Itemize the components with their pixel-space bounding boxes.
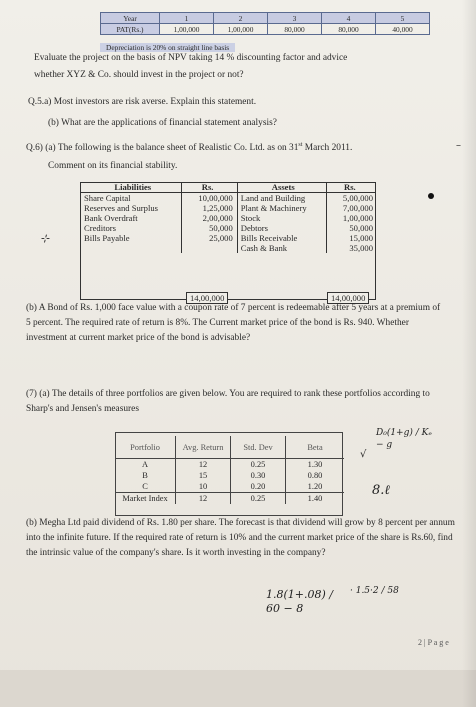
beta: 0.80: [286, 470, 345, 481]
table-row: [80, 203, 376, 213]
margin-mark: ⊹: [40, 232, 50, 245]
portfolio-name: Market Index: [115, 493, 176, 505]
ink-dot: [428, 193, 434, 199]
question-7b: (b) Megha Ltd paid dividend of Rs. 1.80 per share. The forecast is that dividend will grow by 8 percent per annum into the infinite future. If the required rate of return is 10% and the current market price of the share is Rs.60, find the intrinsic value of the company's share. Is it worth investing in the company?: [26, 518, 455, 559]
table-row: [115, 459, 344, 471]
liability-amount: 1,25,000: [182, 203, 237, 213]
year-cell: 2: [214, 13, 268, 24]
question-6b: (b) A Bond of Rs. 1,000 face value with a coupon rate of 7 percent is redeemable after 5 years at a premium of 5 percent. The required rate of return is 8%. The Current market price of the bond is Rs. 940. Whether investment at current market price of the bond is advisable?: [26, 303, 441, 344]
depreciation-note: Depreciation is 20% on straight line basis: [100, 43, 235, 52]
handwritten-formula-bottom-2: · 1.5·2 / 58: [350, 586, 399, 596]
portfolio-name: B: [142, 471, 148, 480]
liability-amount: 2,00,000: [182, 213, 237, 223]
handwritten-check: √: [360, 449, 367, 460]
year-cell: 3: [268, 13, 322, 24]
portfolio-name: A: [141, 460, 149, 469]
beta: 1.30: [286, 459, 345, 471]
evaluate-text-1: Evaluate the project on the basis of NPV taking 14 % discounting factor and advice: [34, 53, 348, 63]
pat-cell: 40,000: [376, 24, 430, 35]
asset-name: Plant & Machinery: [237, 203, 326, 213]
question-6a-line2: Comment on its financial stability.: [48, 161, 178, 171]
std-dev: 0.25: [231, 459, 286, 471]
table-row: [80, 243, 376, 253]
asset-amount: 50,000: [326, 223, 376, 233]
liability-amount: 10,00,000: [182, 193, 237, 204]
asset-amount: 1,00,000: [326, 213, 376, 223]
pat-cell: 80,000: [322, 24, 376, 35]
handwritten-formula-right: D₀(1+g) / Kₑ − g: [376, 428, 432, 450]
portfolio-header: [115, 436, 344, 459]
avg-return-header: Avg. Return: [176, 436, 231, 459]
page-edge-shadow: [462, 0, 476, 707]
asset-amount: 5,00,000: [326, 193, 376, 204]
beta-header: Beta: [286, 436, 345, 459]
evaluate-text-2: whether XYZ & Co. should invest in the project or not?: [34, 70, 244, 80]
asset-amount: 35,000: [326, 243, 376, 253]
asset-name: Land and Building: [237, 193, 326, 204]
std-dev: 0.20: [231, 481, 286, 493]
table-row: [115, 481, 344, 493]
year-cell: 1: [160, 13, 214, 24]
avg-return: 10: [176, 481, 231, 493]
pat-label: PAT(Rs.): [101, 24, 160, 35]
handwritten-scribble: 8.ℓ: [372, 483, 390, 498]
table-row: [80, 223, 376, 233]
liability-name: [80, 243, 182, 253]
year-row: [101, 13, 430, 24]
page-bottom-edge: [0, 670, 476, 707]
pat-row: [101, 24, 430, 35]
assets-header: Assets: [237, 182, 326, 193]
total-assets: 14,00,000: [327, 292, 369, 304]
question-6a-text-end: March 2011.: [302, 143, 353, 154]
question-6a-line1: [26, 141, 352, 155]
std-dev: 0.30: [231, 470, 286, 481]
asset-name: Cash & Bank: [237, 243, 326, 253]
rs-header: Rs.: [182, 182, 237, 193]
asset-amount: 7,00,000: [326, 203, 376, 213]
avg-return: 12: [176, 493, 231, 505]
liability-name: Creditors: [84, 223, 116, 233]
handwritten-formula-bottom: 1.8(1+.08) / 60 − 8: [266, 588, 333, 616]
margin-dash: –: [456, 140, 461, 151]
avg-return: 12: [176, 459, 231, 471]
balance-sheet-header: [80, 182, 376, 193]
liability-name: Bank Overdraft: [84, 213, 138, 223]
question-5a: Q.5.a) Most investors are risk averse. Explain this statement.: [28, 97, 257, 107]
liability-name: Reserves and Surplus: [84, 203, 158, 213]
pat-cell: 1,00,000: [214, 24, 268, 35]
pat-cell: 80,000: [268, 24, 322, 35]
asset-name: Debtors: [237, 223, 326, 233]
liability-name: Share Capital: [84, 193, 131, 203]
avg-return: 15: [176, 470, 231, 481]
table-row: [80, 233, 376, 243]
pat-cell: 1,00,000: [160, 24, 214, 35]
asset-name: Bills Receivable: [237, 233, 326, 243]
beta: 1.40: [286, 493, 345, 505]
liabilities-header: Liabilities: [80, 182, 182, 193]
portfolio-name: C: [142, 482, 148, 491]
total-liabilities: 14,00,000: [186, 292, 228, 304]
liability-amount: 50,000: [182, 223, 237, 233]
asset-amount: 15,000: [326, 233, 376, 243]
table-row: [80, 193, 376, 204]
liability-amount: 25,000: [182, 233, 237, 243]
beta: 1.20: [286, 481, 345, 493]
question-7a: (7) (a) The details of three portfolios are given below. You are required to rank these portfolios according to Sharp's and Jensen's measures: [26, 389, 430, 415]
question-5b: (b) What are the applications of financial statement analysis?: [48, 118, 277, 128]
balance-sheet-table: [80, 182, 376, 253]
std-dev: 0.25: [231, 493, 286, 505]
liability-amount: [182, 243, 237, 253]
table-row: [115, 493, 344, 505]
table-row: [80, 213, 376, 223]
rs-header: Rs.: [326, 182, 376, 193]
portfolio-table: [115, 436, 344, 504]
year-label: Year: [101, 13, 160, 24]
portfolio-header-cell: Portfolio: [115, 436, 176, 459]
table-row: [115, 470, 344, 481]
year-cell: 5: [376, 13, 430, 24]
asset-name: Stock: [237, 213, 326, 223]
question-6a-text: Q.6) (a) The following is the balance sheet of Realistic Co. Ltd. as on 31: [26, 143, 299, 154]
year-cell: 4: [322, 13, 376, 24]
date-superscript: st: [298, 142, 303, 148]
std-dev-header: Std. Dev: [231, 436, 286, 459]
liability-name: Bills Payable: [84, 233, 130, 243]
page-number: 2 | P a g e: [418, 638, 449, 647]
cashflow-table: [100, 12, 430, 35]
